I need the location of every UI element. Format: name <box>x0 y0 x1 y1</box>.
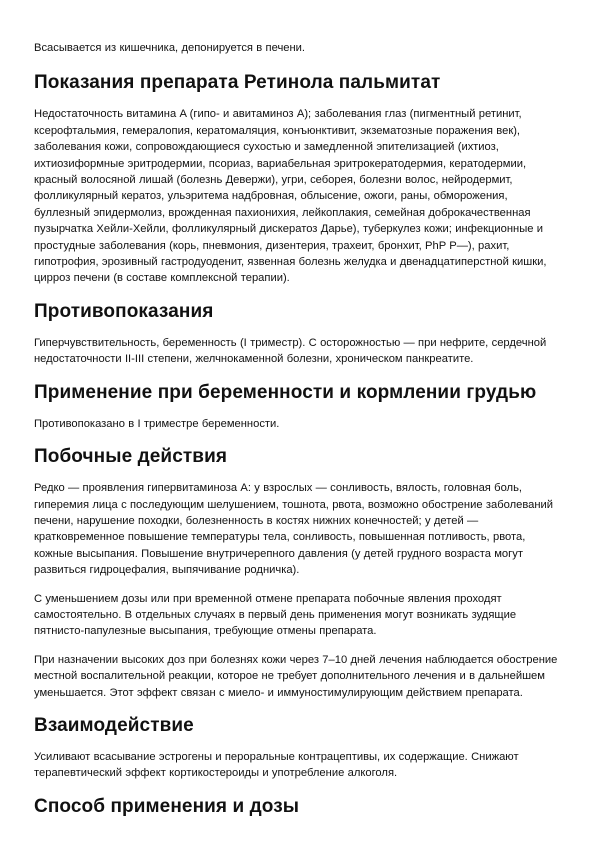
section-heading: Способ применения и дозы <box>34 795 300 817</box>
intro-text: Всасывается из кишечника, депонируется в печени. <box>34 42 306 54</box>
section-paragraph: Редко — проявления гипервитаминоза A: у взрослых — сонливость, вялость, головная боль, гиперемия лица с последующим шелушением, тошнота, рвота, возможно обострение заболеваний печени, нарушение походки, болезненность в костях нижних конечностей; у детей — кратковременное повышение температуры тела, сонливость, повышенная потливость, рвота, кожные высыпания. Повышение внутричерепного давления (у детей грудного возраста могут развиться гидроцефалия, выпячивание родничка). <box>34 482 554 577</box>
section-side-effects <box>34 446 564 701</box>
section-dosage <box>34 796 564 818</box>
section-paragraph: Усиливают всасывание эстрогены и пероральные контрацептивы, их содержащие. Снижают терапевтический эффект кортикостероиды и употребление алкоголя. <box>34 750 519 780</box>
section-heading: Противопоказания <box>34 300 214 322</box>
document-page <box>34 40 564 818</box>
section-pregnancy <box>34 382 564 432</box>
section-heading: Взаимодействие <box>34 714 194 736</box>
section-paragraph: С уменьшением дозы или при временной отмене препарата побочные явления проходят самостоятельно. В отдельных случаях в первый день применения могут возникать зудящие пятнисто-папулезные высыпания, требующие отмены препарата. <box>34 592 517 638</box>
section-paragraph: Гиперчувствительность, беременность (I триместр). С осторожностью — при нефрите, сердечной недостаточности II-III степени, желчнокаменной болезни, хроническом панкреатите. <box>34 336 547 366</box>
section-heading: Побочные действия <box>34 446 228 468</box>
section-heading: Показания препарата Ретинола пальмитат <box>34 72 441 94</box>
section-indications <box>34 72 564 286</box>
section-paragraph: Противопоказано в I триместре беременности. <box>34 417 280 430</box>
section-contraindications <box>34 301 564 368</box>
section-paragraph: При назначении высоких доз при болезнях кожи через 7–10 дней лечения наблюдается обострение местной воспалительной реакции, которое не требует дополнительного лечения и в дальнейшем уменьшается. Этот эффект связан с миело- и иммуностимулирующим действием препарата. <box>34 653 558 699</box>
section-interactions <box>34 715 564 782</box>
section-paragraph: Недостаточность витамина A (гипо- и авитаминоз A); заболевания глаз (пигментный ретинит, ксерофтальмия, гемералопия, кератомаляция, конъюнктивит, экзематозные поражения век), заболевания кожи, сопровождающиеся сухостью и замедленной эпителизацией (ихтиоз, ихтиозиформные эритродермии, псориаз, вариабельная эритрокератодермия, кератодермии, красный волосяной лишай (болезнь Девержи), угри, себорея, болезни волос, нейродермит, фолликулярный кератоз, ульэритема надбровная, облысение, ожоги, раны, обморожения, буллезный эпидермолиз, врожденная пахионихия, лейкоплакия, семейная доброкачественная пузырчатка Хейли-Хейли, фолликулярный дискератоз Дарье), туберкулез кожи; инфекционные и простудные заболевания (корь, пневмония, дизентерия, трахеит, бронхит, PhP P—), рахит, гипотрофия, эрозивный гастродуоденит, язвенная болезнь желудка и двенадцатиперстной кишки, цирроз печени (в составе комплексной терапии). <box>34 108 547 285</box>
section-heading: Применение при беременности и кормлении грудью <box>34 381 537 403</box>
